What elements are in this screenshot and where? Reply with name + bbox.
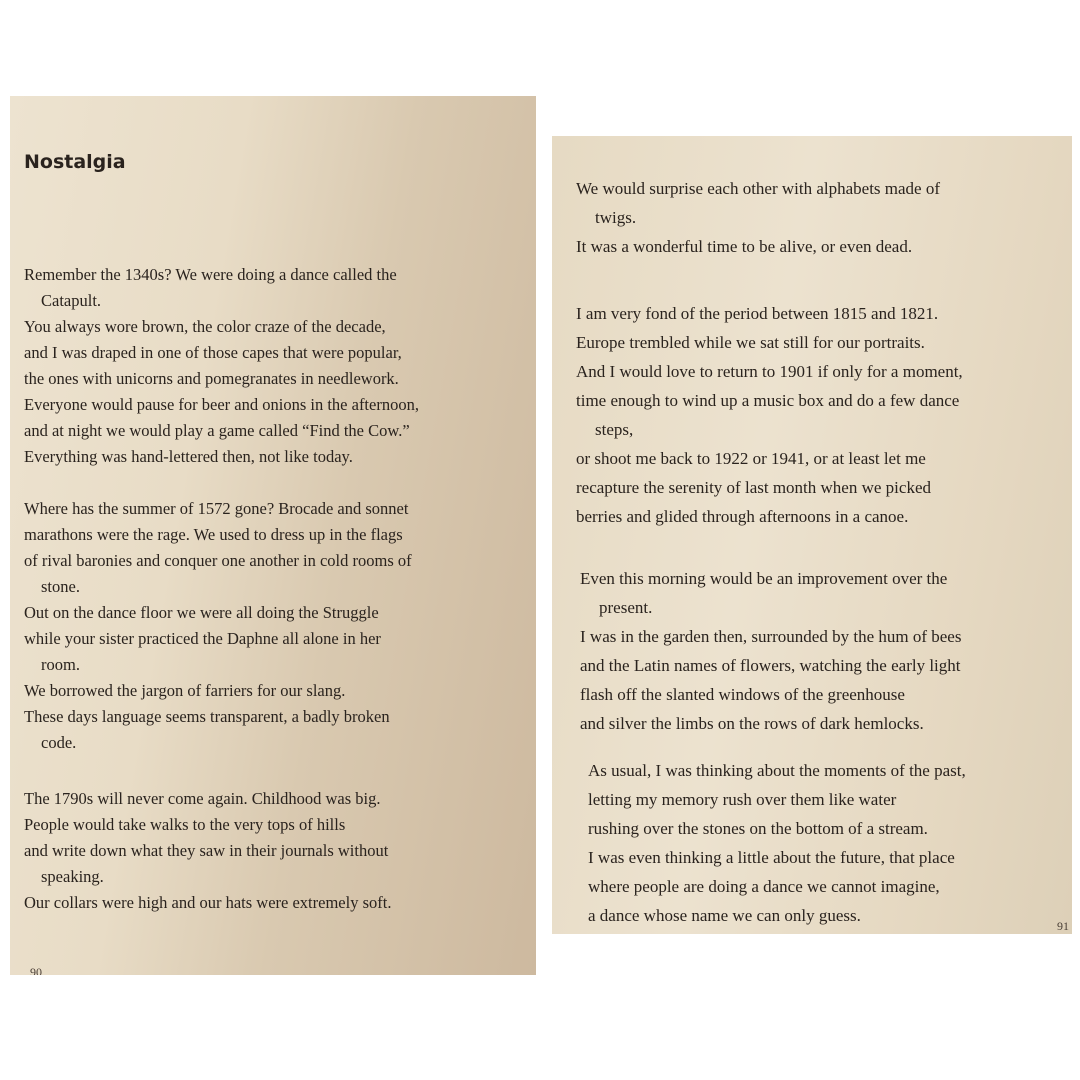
poem-line: It was a wonderful time to be alive, or even dead.: [576, 237, 913, 256]
poem-line: Everything was hand-lettered then, not like today.: [24, 447, 353, 466]
poem-line: code.: [41, 733, 77, 752]
poem-line: and write down what they saw in their journals without: [24, 841, 389, 860]
stanza-1: [24, 262, 419, 470]
poem-line: flash off the slanted windows of the greenhouse: [580, 685, 905, 704]
poem-line: Europe trembled while we sat still for our portraits.: [576, 333, 925, 352]
page-number: 91: [1057, 919, 1069, 933]
poem-line: Even this morning would be an improvement over the: [580, 569, 948, 588]
poem-line: You always wore brown, the color craze of the decade,: [24, 317, 386, 336]
poem-line: room.: [41, 655, 80, 674]
poem-line: while your sister practiced the Daphne all alone in her: [24, 629, 381, 648]
stanza-6: [580, 564, 961, 738]
poem-line: speaking.: [41, 867, 104, 886]
poem-line: Where has the summer of 1572 gone? Brocade and sonnet: [24, 499, 409, 518]
poem-line: and at night we would play a game called “Find the Cow.”: [24, 421, 410, 440]
poem-line: Out on the dance floor we were all doing the Struggle: [24, 603, 379, 622]
poem-line: Catapult.: [41, 291, 102, 310]
poem-line: and I was draped in one of those capes that were popular,: [24, 343, 402, 362]
stanza-7: [588, 756, 966, 930]
poem-line: As usual, I was thinking about the moments of the past,: [588, 761, 966, 780]
poem-line: People would take walks to the very tops of hills: [24, 815, 346, 834]
poem-line: I am very fond of the period between 1815 and 1821.: [576, 304, 939, 323]
left-book-page: [10, 96, 536, 975]
poem-line: letting my memory rush over them like water: [588, 790, 897, 809]
poem-line: Remember the 1340s? We were doing a dance called the: [24, 265, 397, 284]
poem-line: We borrowed the jargon of farriers for our slang.: [24, 681, 346, 700]
poem-line: time enough to wind up a music box and do a few dance: [576, 391, 960, 410]
stanza-3: [24, 786, 391, 916]
right-book-page: [552, 136, 1072, 934]
poem-line: Our collars were high and our hats were extremely soft.: [24, 893, 392, 912]
stanza-4: [576, 174, 940, 261]
poem-line: I was in the garden then, surrounded by the hum of bees: [580, 627, 962, 646]
poem-title: Nostalgia: [24, 151, 126, 173]
poem-line: These days language seems transparent, a badly broken: [24, 707, 390, 726]
poem-line: and silver the limbs on the rows of dark hemlocks.: [580, 714, 924, 733]
poem-line: twigs.: [595, 208, 637, 227]
poem-line: stone.: [41, 577, 80, 596]
poem-line: Everyone would pause for beer and onions in the afternoon,: [24, 395, 419, 414]
poem-line: and the Latin names of flowers, watching the early light: [580, 656, 961, 675]
stanza-2: [24, 496, 412, 756]
poem-line: steps,: [595, 420, 634, 439]
poem-line: where people are doing a dance we cannot imagine,: [588, 877, 940, 896]
poem-line: of rival baronies and conquer one another in cold rooms of: [24, 551, 412, 570]
poem-line: We would surprise each other with alphabets made of: [576, 179, 941, 198]
poem-line: rushing over the stones on the bottom of a stream.: [588, 819, 928, 838]
stanza-5: [576, 299, 963, 531]
poem-line: present.: [599, 598, 653, 617]
poem-line: berries and glided through afternoons in a canoe.: [576, 507, 909, 526]
poem-line: marathons were the rage. We used to dress up in the flags: [24, 525, 403, 544]
poem-line: And I would love to return to 1901 if only for a moment,: [576, 362, 963, 381]
poem-line: or shoot me back to 1922 or 1941, or at least let me: [576, 449, 926, 468]
page-number: 90: [30, 965, 42, 975]
poem-line: recapture the serenity of last month when we picked: [576, 478, 931, 497]
poem-line: The 1790s will never come again. Childhood was big.: [24, 789, 381, 808]
poem-line: the ones with unicorns and pomegranates in needlework.: [24, 369, 399, 388]
poem-line: I was even thinking a little about the future, that place: [588, 848, 955, 867]
poem-line: a dance whose name we can only guess.: [588, 906, 861, 925]
